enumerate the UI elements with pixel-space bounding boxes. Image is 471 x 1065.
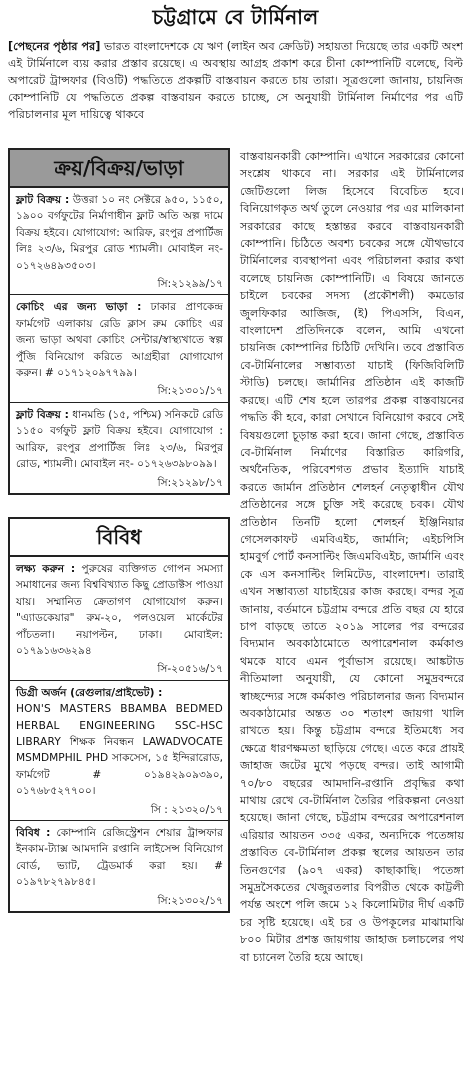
classifieds-sale-box bbox=[8, 148, 230, 495]
ad-code: সি:২১৩০১/১৭ bbox=[157, 385, 223, 398]
ad-title: ফ্লাট বিক্রয় : bbox=[16, 408, 69, 421]
classifieds-misc-box bbox=[8, 517, 230, 913]
ad-code: সি-২০৫১৬/১৭ bbox=[157, 663, 223, 676]
ad-title: ফ্লাট বিক্রয় : bbox=[16, 194, 70, 206]
classified-ad bbox=[10, 295, 228, 402]
classified-ad bbox=[10, 403, 228, 493]
classifieds-sale-header: ক্রয়/বিক্রয়/ভাড়া bbox=[10, 150, 228, 188]
classified-ad bbox=[10, 557, 228, 681]
classifieds-misc-header: বিবিধ bbox=[10, 519, 228, 557]
ad-title: লক্ষ্য করুন : bbox=[16, 562, 76, 575]
continued-from-tag: [পেছনের পৃষ্ঠার পর] bbox=[8, 40, 101, 53]
ad-body: উত্তরা ১০ নং সেক্টরে ৯৫০, ১১৫০, ১৯০০ বর্গফুটের নির্মাণাধীন ফ্লাট অতি অল্প দামে বিক্রয় হইবে। যোগাযোগ: আরিফ, রংপুর প্রপার্টিজ লিঃ ২৩/৬, মিরপুর রোড শ্যামলী। মোবাইল নং- ০১৭২৬৪৯৩৫০৩। bbox=[16, 194, 223, 272]
article-intro-text: ভারত বাংলাদেশকে যে ঋণ (লাইন অব ক্রেডিট) সহায়তা দিয়েছে তার একটি অংশ এই টার্মিনালে ব্যয় করার প্রস্তাব রয়েছে। এ অবস্থায় আগ্রহ প্রকাশ করে চীনা কোম্পানিটি বলেছে, বিল্ট অপারেট ট্রান্সফার (বিওটি) পদ্ধতিতে প্রকল্পটি বাস্তবায়ন করতে চায় তারা। সূত্রগুলো জানায়, চায়নিজ কোম্পানিটি যে পদ্ধতিতে প্রকল্প বাস্তবায়ন করতে চাচ্ছে, সে অনুযায়ী টার্মিনাল নির্মাণের পর এটি পরিচালনার মূল দায়িত্বে থাকবে bbox=[8, 40, 463, 121]
ad-body: কোম্পানি রেজিস্ট্রেশন শেয়ার ট্রান্সফার ইনকাম-ট্যাক্স আমদানি রপ্তানি লাইসেন্স বিনিয়োগ বোর্ড, ভ্যাট, ট্রেডমার্ক করা হয়। # ০১৯৭৮২৭৯৮৪৫। bbox=[16, 827, 224, 889]
ad-title: কোচিং এর জন্য ভাড়া : bbox=[16, 301, 142, 314]
ad-body: পুরুষের ব্যক্তিগত গোপন সমস্যা সমাধানের জন্য বিশ্ববিখ্যাত কিছু প্রোডাক্টস পাওয়া যায়। সম্মানিত ক্রেতাগণ যোগাযোগ করুন। "এ্যাডকেয়ার" রুম-২০, পলওয়েল মার্কেটের পাঁচতলা। নয়াপল্টন, ঢাকা। মোবাইল: ০১৭৯১৬৩৬২৯৪ bbox=[16, 562, 223, 657]
article-intro bbox=[8, 38, 463, 123]
classified-ad bbox=[10, 681, 228, 821]
ad-body-english: HON'S MASTERS BBAMBA BEDMED HERBAL ENGINEERING SSC-HSC LIBRARY bbox=[16, 703, 223, 748]
ad-body: ঢাকার প্রাণকেন্দ্র ফার্মগেট এলাকায় রেডি ক্লাস রুম কোচিং এর জন্য ভাড়া অথবা কোচিং সেন্টার/স্বাস্থ্যখাতে স্বল্প পুঁজি বিনিয়োগ করিতে আগ্রহীরা যোগাযোগ করুন। # ০১৭১২০৯৭৭৯৯। bbox=[16, 301, 223, 380]
headline: চট্টগ্রামে বে টার্মিনাল bbox=[152, 5, 319, 29]
ad-title: বিবিধ : bbox=[16, 827, 51, 839]
classified-ad bbox=[10, 188, 228, 295]
ad-code: সি : ২১৩২০/১৭ bbox=[150, 803, 223, 816]
ad-body: শিক্ষক নিবন্ধন LAWADVOCATE MSMDMPHIL PHD সাকসেস, ১৫ ইন্দিরারোড, ফার্মগেট # ০১৯৪২৯০৯৩৯০, ০১৭৬৮৫২৭৭০০। bbox=[16, 735, 223, 798]
article-continuation: বাস্তবায়নকারী কোম্পানি। এখানে সরকারের কোনো সংশ্লেষ থাকবে না। সরকার এই টার্মিনালের জেটিগুলো লিজ হিসেবে বিবেচিত হবে। বিনিয়োগকৃত অর্থ তুলে নেওয়ার পর এর মালিকানা সরকারের কাছে হস্তান্তর করবে বাস্তবায়নকারী কোম্পানি। চিঠিতে অবশ্য চবকের সঙ্গে যৌথভাবে টার্মিনালের ব্যবস্থাপনা এবং পরিচালনা করার কথা বলেছে চায়নিজ কোম্পানিটি। এ বিষয়ে জানতে চাইলে চবকের সদস্য (প্রকৌশলী) কমডোর জুলফিকার আজিজ, (ই) পিএসসি, বিএন, বাংলাদেশ প্রতিদিনকে বলেন, আমি এখনো চায়নিজ কোম্পানির চিঠিটি দেখিনি। তবে প্রস্তাবিত বে-টার্মিনালের সম্ভাব্যতা যাচাই (ফিজিবিলিটি স্টাডি) চলছে। জার্মানির প্রতিষ্ঠান এই কাজটি করছে। এটি শেষ হলে তারপর প্রকল্প বাস্তবায়নের পদ্ধতি কী হবে, কারা সেখানে বিনিয়োগ করবে সেই বিষয়গুলো চূড়ান্ত করা হবে। জানা গেছে, প্রস্তাবিত বে-টার্মিনাল নির্মাণের বিস্তারিত কারিগরি, অর্থনৈতিক, পরিবেশগত প্রভাব ইত্যাদি যাচাই করতে জার্মান প্রতিষ্ঠান শেলহর্ন নেতৃত্বাধীন যৌথ প্রতিষ্ঠানের সঙ্গে চুক্তি সই করেছে চবক। যৌথ প্রতিষ্ঠান তিনটি হলো শেলহর্ন ইঞ্জিনিয়ার গেসেলকাফট এমবিএইচ, জার্মানি; এইচপিসি হামবুর্গ পোর্ট কনসাল্টিং জিএমবিএইচ, জার্মানি এবং কে এস কনসাল্টিং লিমিটেড, বাংলাদেশ। তারাই এখন সম্ভাব্যতা যাচাইয়ের কাজ করছে। বন্দর সূত্র জানায়, বর্তমানে চট্টগ্রাম বন্দরে প্রতি বছর যে হারে চাপ বাড়ছে তাতে ২০১৯ সালের পর বন্দরের বিদ্যমান অবকাঠামোতে অপারেশনাল কর্মকাণ্ড থমকে যাবে এমন পূর্বাভাস রয়েছে। আঙ্কটাড নীতিমালা অনুযায়ী, যে কোনো সমুদ্রবন্দরে স্বাচ্ছন্দ্যের সঙ্গে কর্মকাণ্ড পরিচালনার জন্য বিদ্যমান অবকাঠামোর অন্তত ৩০ শতাংশ জায়গা খালি রাখতে হয়। কিন্তু চট্টগ্রাম বন্দরে ইতিমধ্যে সব ক্ষেত্রে ধারণক্ষমতা ছাড়িয়ে গেছে। এতে করে প্রায়ই জাহাজ জটের মুখে পড়ছে বন্দর। তাই আগামী ৭০/৮০ বছরের আমদানি-রপ্তানি প্রবৃদ্ধির কথা মাথায় রেখে বে-টার্মিনাল তৈরির পরিকল্পনা নেওয়া হয়েছে। জানা গেছে, চট্টগ্রাম বন্দরের অপারেশনাল এরিয়ার আয়তন ৩৩৫ একর, অন্যদিকে পতেঙ্গায় প্রস্তাবিত বে-টার্মিনাল প্রকল্প স্থলের আয়তন তার তিনগুণের (৯০৭ একর) কাছাকাছি। পতেঙ্গা সমুদ্রসৈকতের খেজুরতলার বিপরীত থেকে কাট্টলী পর্যন্ত অংশে পলি জমে ১২ কিলোমিটার দীর্ঘ একটি চর সৃষ্টি হয়েছে। এই চর ও উপকূলের মাঝামাঝি ৮০০ মিটার প্রশস্ত জায়গায় জাহাজ চলাচলের পথ বা চ্যানেল তৈরি হয়ে আছে। bbox=[240, 150, 465, 964]
ad-title: ডিগ্রী অর্জন (রেগুলার/প্রাইভেট) : bbox=[16, 686, 163, 699]
ad-code: সি:২১২৯৮/১৭ bbox=[157, 476, 223, 489]
ad-code: সি:২১৩০২/১৭ bbox=[157, 894, 223, 907]
ad-code: সি:২১২৯৯/১৭ bbox=[157, 278, 223, 291]
classifieds-column bbox=[8, 148, 230, 913]
classified-ad bbox=[10, 821, 228, 911]
ad-body: ধানমন্ডি (১৫, পশ্চিম) সনিকটে রেডি ১১৫০ বর্গফুট ফ্লাট বিক্রয় হইবে। যোগাযোগ : আরিফ, রংপুর প্রপার্টিজ লিঃ ২৩/৬, মিরপুর রোড, শ্যামলী। মোবাইল নং- ০১৭২৬৩৯৮০৯৯। bbox=[16, 408, 224, 471]
